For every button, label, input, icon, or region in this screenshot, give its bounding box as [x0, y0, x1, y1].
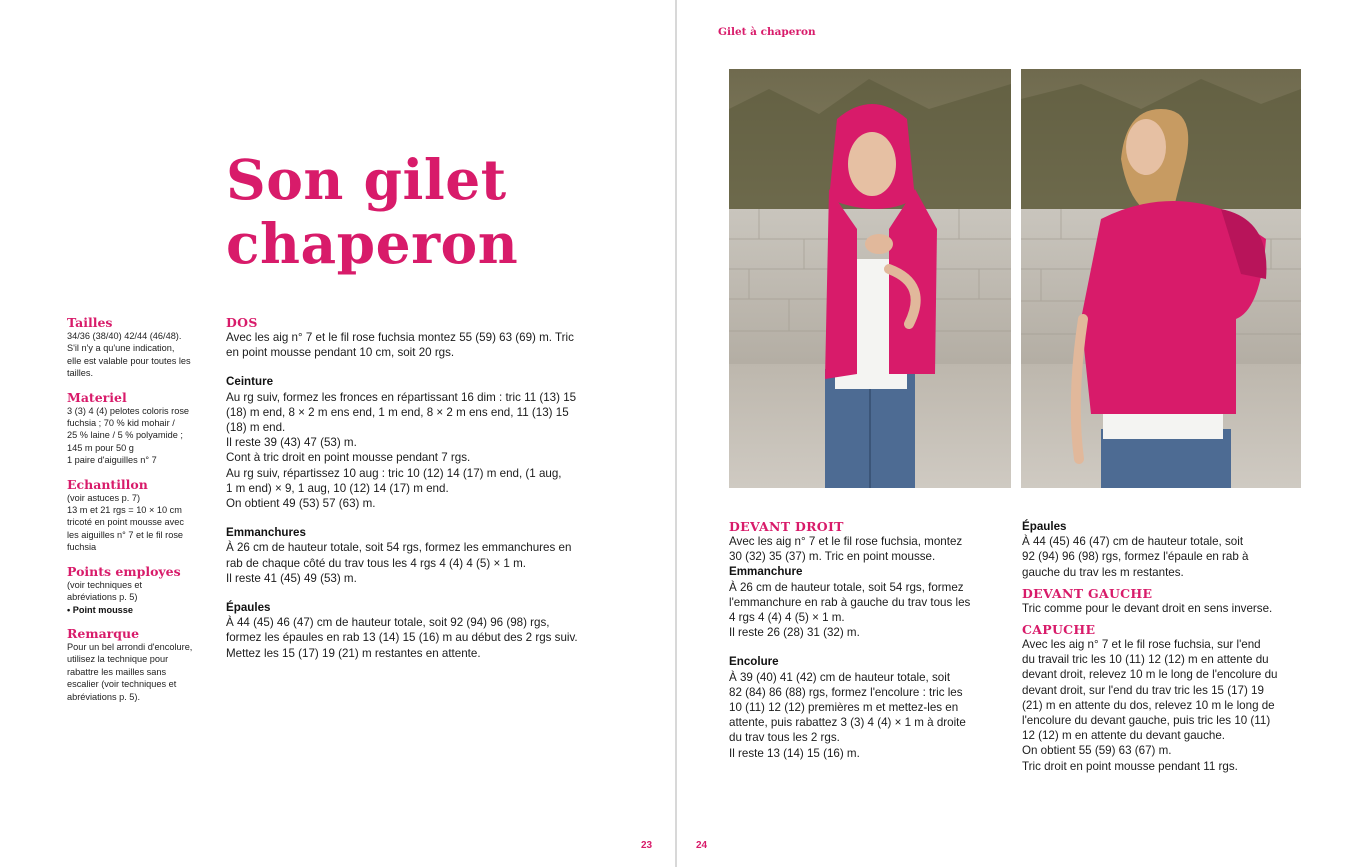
encolure-title: Encolure [729, 655, 779, 669]
echantillon-heading: Echantillon [67, 476, 148, 492]
epaules-right-line: gauche du trav les m restantes. [1022, 565, 1184, 579]
capuche-line: l'encolure du devant gauche, puis tric les 10 (11) [1022, 714, 1271, 728]
capuche-line: devant droit, relevez 10 m le long de l'encolure du [1022, 668, 1278, 682]
tailles-text [67, 330, 217, 380]
emmanchure-line: 4 rgs 4 (4) 4 (5) × 1 m. [729, 611, 845, 625]
emmanchure-line: l'emmanchure en rab à gauche du trav tous les [729, 595, 971, 609]
title-line-1: Son gilet [226, 147, 507, 212]
encolure-line: du trav tous les 2 rgs. [729, 731, 840, 745]
capuche-line: 12 (12) m en attente du devant gauche. [1022, 729, 1226, 743]
page-title [226, 148, 646, 276]
encolure-line: attente, puis rabattez 3 (3) 4 (4) × 1 m à droite [729, 716, 966, 730]
points-line: (voir techniques et [67, 579, 143, 590]
ceinture-line: Cont à tric droit en point mousse pendant 7 rgs. [226, 451, 471, 465]
encolure-line: 10 (11) 12 (12) premières m et mettez-les en [729, 701, 959, 715]
emmanchure-line: Il reste 26 (28) 31 (32) m. [729, 626, 860, 640]
page-number-right: 24 [696, 840, 708, 851]
materiel-line: fuchsia ; 70 % kid mohair / [67, 418, 175, 429]
ceinture-line: Il reste 39 (43) 47 (53) m. [226, 436, 357, 450]
remarque-line: rabattre les mailles sans [67, 666, 167, 677]
capuche-line: du travail tric les 10 (11) 12 (12) m en attente du [1022, 653, 1269, 667]
epaules-right-title: Épaules [1022, 520, 1067, 533]
encolure-line: Il reste 13 (14) 15 (16) m. [729, 746, 860, 760]
right-column-2 [1022, 519, 1307, 774]
capuche-line: Tric droit en point mousse pendant 11 rgs. [1022, 759, 1238, 773]
tailles-line: S'il n'y a qu'une indication, [67, 343, 175, 354]
capuche-line: devant droit, sur l'end du trav tric les 15 (17) 19 [1022, 683, 1264, 697]
encolure-line: 82 (84) 86 (88) rgs, formez l'encolure : tric les [729, 685, 963, 699]
echantillon-line: fuchsia [67, 542, 97, 553]
points-bullet: • Point mousse [67, 604, 134, 615]
ceinture-line: Au rg suiv, répartissez 10 aug : tric 10 (12) 14 (17) m end, (1 aug, [226, 466, 562, 480]
remarque-line: utilisez la technique pour [67, 654, 169, 665]
capuche-line: Avec les aig n° 7 et le fil rose fuchsia, sur l'end [1022, 638, 1261, 652]
echantillon-line: les aiguilles n° 7 et le fil rose [67, 529, 184, 540]
devant-gauche-heading: DEVANT GAUCHE [1022, 585, 1153, 601]
points-heading: Points employes [67, 563, 181, 579]
right-page [677, 0, 1352, 867]
materiel-heading: Materiel [67, 389, 127, 405]
left-page [0, 0, 675, 867]
emmanchures-line: À 26 cm de hauteur totale, soit 54 rgs, formez les emmanchures en [226, 541, 572, 555]
page-number-left: 23 [641, 840, 653, 851]
devant-droit-heading: DEVANT DROIT [729, 519, 844, 534]
devant-droit-line: Avec les aig n° 7 et le fil rose fuchsia, montez [729, 535, 963, 548]
remarque-text [67, 641, 217, 703]
materiel-line: 145 m pour 50 g [67, 442, 134, 453]
echantillon-line: 13 m et 21 rgs = 10 × 10 cm [67, 505, 182, 516]
remarque-line: Pour un bel arrondi d'encolure, [67, 641, 193, 652]
tailles-line: 34/36 (38/40) 42/44 (46/48). [67, 331, 182, 341]
epaules-line: formez les épaules en rab 13 (14) 15 (16) m au début des 2 rgs suiv. [226, 631, 578, 645]
photo-back-view [1021, 69, 1301, 488]
epaules-title: Épaules [226, 601, 271, 615]
echantillon-line: (voir astuces p. 7) [67, 492, 141, 503]
capuche-line: On obtient 55 (59) 63 (67) m. [1022, 744, 1172, 758]
encolure-line: À 39 (40) 41 (42) cm de hauteur totale, soit [729, 670, 951, 684]
running-head: Gilet à chaperon [718, 26, 816, 38]
dos-section [226, 315, 618, 661]
tailles-line: elle est valable pour toutes les [67, 355, 191, 366]
capuche-heading: CAPUCHE [1022, 622, 1096, 638]
emmanchures-line: Il reste 41 (45) 49 (53) m. [226, 571, 357, 585]
points-line: abréviations p. 5) [67, 592, 138, 603]
echantillon-line: tricoté en point mousse avec [67, 517, 184, 528]
materiel-line: 3 (3) 4 (4) pelotes coloris rose [67, 405, 190, 416]
emmanchure-title: Emmanchure [729, 565, 803, 579]
ceinture-title: Ceinture [226, 375, 274, 389]
tailles-heading: Tailles [67, 315, 113, 330]
ceinture-line: On obtient 49 (53) 57 (63) m. [226, 497, 376, 511]
echantillon-text [67, 492, 217, 554]
ceinture-line: Au rg suiv, formez les fronces en répartissant 16 dim : tric 11 (13) 15 [226, 390, 577, 404]
emmanchures-line: rab de chaque côté du trav tous les 4 rgs 4 (4) 4 (5) × 1 m. [226, 556, 526, 570]
points-text [67, 579, 217, 616]
epaules-right-line: 92 (94) 96 (98) rgs, formez l'épaule en rab à [1022, 550, 1249, 564]
ceinture-line: (18) m end. [226, 421, 286, 435]
ceinture-line: (18) m end, 8 × 2 m ens end, 1 m end, 8 × 2 m ens end, 11 (13) 15 [226, 405, 569, 419]
ceinture-line: 1 m end) × 9, 1 aug, 10 (12) 14 (17) m end. [226, 481, 449, 495]
emmanchure-line: À 26 cm de hauteur totale, soit 54 rgs, formez [729, 580, 964, 594]
dos-heading: DOS [226, 315, 258, 330]
materiel-line: 25 % laine / 5 % polyamide ; [67, 430, 183, 441]
remarque-line: escalier (voir techniques et [67, 679, 177, 690]
dos-line: Avec les aig n° 7 et le fil rose fuchsia montez 55 (59) 63 (69) m. Tric [226, 331, 574, 344]
materiel-line: 1 paire d'aiguilles n° 7 [67, 455, 157, 466]
tailles-line: tailles. [67, 368, 94, 379]
capuche-line: (21) m en attente du dos, relevez 10 m le long de [1022, 698, 1275, 712]
devant-droit-line: 30 (32) 35 (37) m. Tric en point mousse. [729, 550, 936, 564]
materiel-text [67, 405, 217, 467]
remarque-heading: Remarque [67, 625, 140, 641]
dos-line: en point mousse pendant 10 cm, soit 20 rgs. [226, 346, 455, 360]
devant-droit-section [729, 519, 999, 761]
emmanchures-title: Emmanchures [226, 526, 306, 540]
sidebar [67, 316, 217, 703]
epaules-line: Mettez les 15 (17) 19 (21) m restantes en attente. [226, 646, 481, 660]
epaules-line: À 44 (45) 46 (47) cm de hauteur totale, soit 92 (94) 96 (98) rgs, [226, 616, 550, 630]
devant-gauche-line: Tric comme pour le devant droit en sens inverse. [1022, 601, 1273, 615]
photo-front-view [729, 69, 1011, 488]
woman-back-hood-photo [1021, 69, 1301, 488]
title-line-2: chaperon [226, 211, 519, 276]
remarque-line: abréviations p. 5). [67, 691, 141, 702]
epaules-right-line: À 44 (45) 46 (47) cm de hauteur totale, soit [1022, 535, 1244, 549]
woman-hooded-vest-photo [729, 69, 1011, 488]
